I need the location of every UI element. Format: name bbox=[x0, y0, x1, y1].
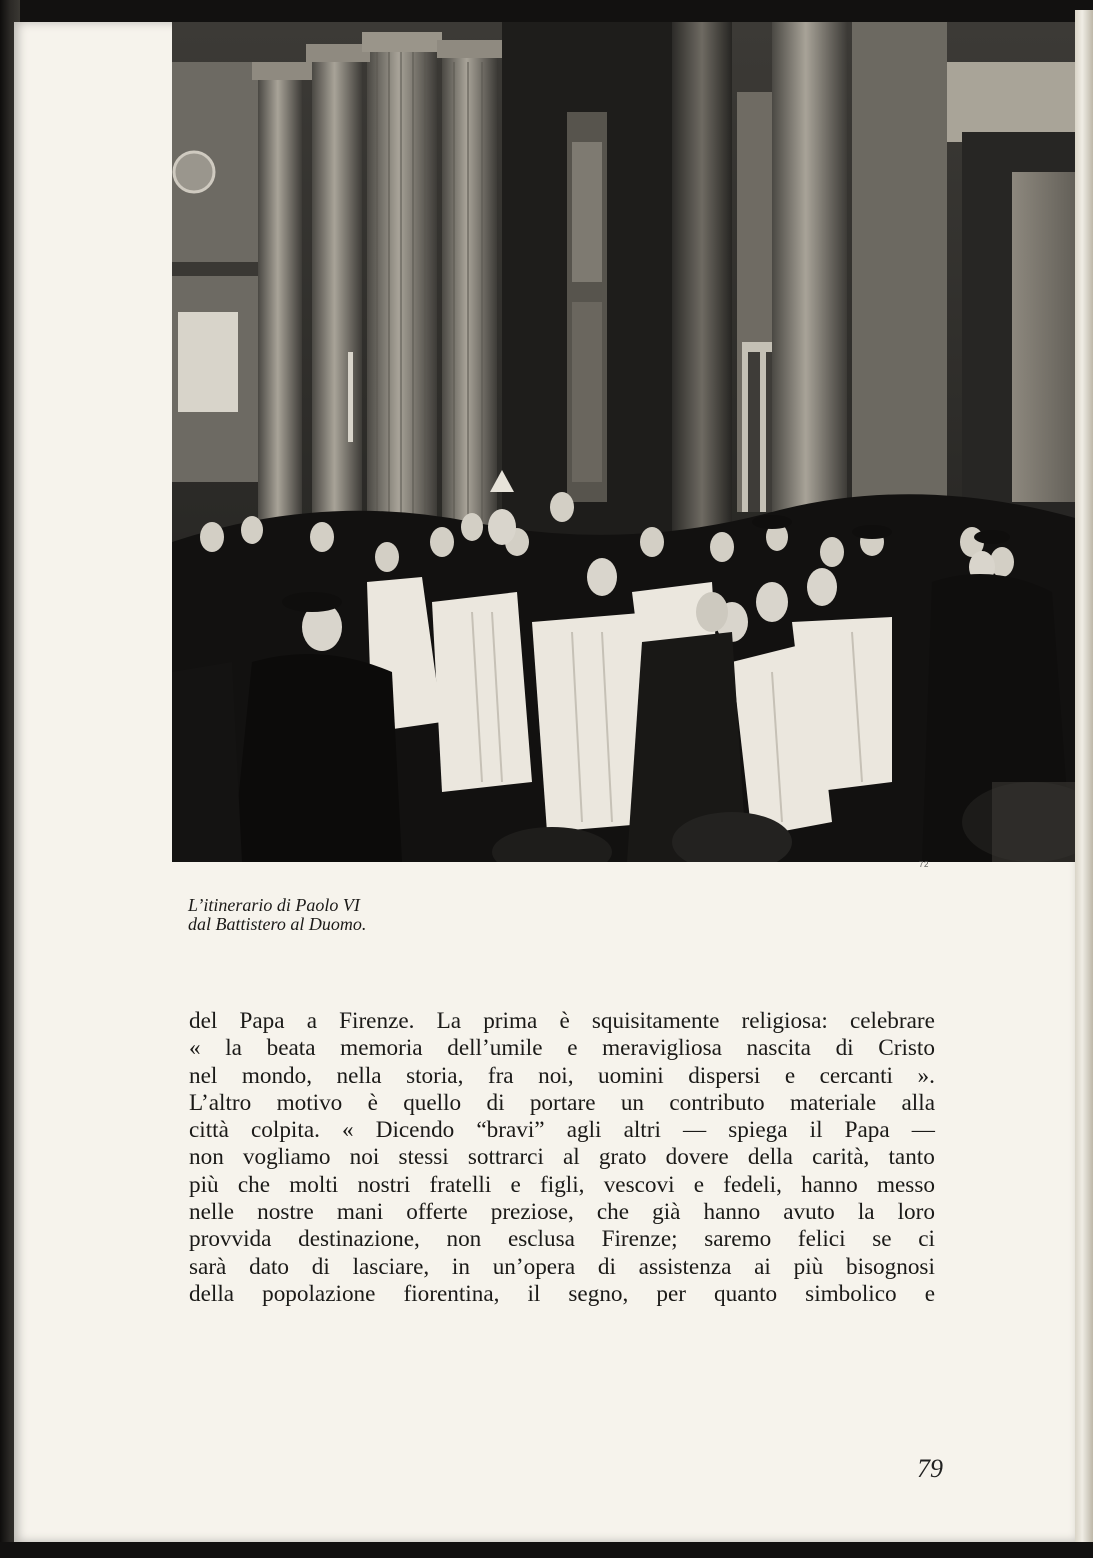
body-word: altri bbox=[623, 1117, 661, 1144]
body-word: L’altro bbox=[189, 1089, 252, 1116]
body-word: un bbox=[620, 1089, 644, 1116]
body-word: dato bbox=[249, 1253, 290, 1280]
body-word: è bbox=[559, 1008, 570, 1034]
body-word: “bravi” bbox=[476, 1117, 545, 1144]
body-word: cercanti bbox=[819, 1062, 893, 1089]
body-word: Firenze; bbox=[601, 1226, 678, 1253]
body-line bbox=[189, 1281, 935, 1308]
body-word: storia, bbox=[406, 1062, 464, 1089]
body-word: nostre bbox=[257, 1199, 314, 1226]
body-word: lasciare, bbox=[352, 1253, 430, 1280]
body-line bbox=[189, 1144, 935, 1171]
body-word: nelle bbox=[189, 1199, 235, 1226]
body-word: bisognosi bbox=[846, 1253, 935, 1280]
body-word: quello bbox=[403, 1089, 462, 1116]
body-word: la bbox=[857, 1199, 875, 1226]
body-line bbox=[189, 1172, 935, 1199]
body-word: di bbox=[597, 1253, 616, 1280]
body-word: tanto bbox=[888, 1144, 935, 1171]
body-word: mondo, bbox=[241, 1062, 313, 1089]
body-word: in bbox=[451, 1253, 470, 1280]
body-word: di bbox=[311, 1253, 330, 1280]
body-word: felici bbox=[797, 1226, 846, 1253]
body-word: Dicendo bbox=[375, 1117, 455, 1144]
body-word: stessi bbox=[398, 1144, 449, 1171]
caption-line-1: L’itinerario di Paolo VI bbox=[188, 895, 360, 915]
body-word: loro bbox=[897, 1199, 935, 1226]
body-word: il bbox=[809, 1117, 823, 1144]
body-word: simbolico bbox=[805, 1280, 897, 1307]
procession-photo-illustration bbox=[172, 22, 1089, 862]
caption-line-2: dal Battistero al Duomo. bbox=[188, 914, 367, 934]
body-word: figli, bbox=[540, 1171, 585, 1198]
body-word: nostri bbox=[357, 1171, 411, 1198]
body-word: dispersi bbox=[688, 1062, 761, 1089]
body-word: mani bbox=[336, 1199, 384, 1226]
body-word: della bbox=[747, 1144, 793, 1171]
body-word: religiosa: bbox=[741, 1008, 828, 1034]
body-word: Papa bbox=[239, 1008, 285, 1034]
body-word: offerte bbox=[406, 1199, 468, 1226]
body-word: e bbox=[510, 1171, 521, 1198]
body-word: e bbox=[784, 1062, 796, 1089]
body-word: fratelli bbox=[429, 1171, 492, 1198]
body-word: e bbox=[693, 1171, 705, 1198]
body-word: alla bbox=[901, 1089, 935, 1116]
body-word: contributo bbox=[669, 1089, 765, 1116]
body-word: al bbox=[562, 1144, 580, 1171]
body-line bbox=[189, 1117, 935, 1144]
body-line bbox=[189, 1035, 935, 1062]
body-word: motivo bbox=[276, 1089, 343, 1116]
body-word: — bbox=[683, 1117, 707, 1144]
body-word: uomini bbox=[598, 1062, 664, 1089]
photo-caption bbox=[188, 896, 588, 934]
body-word: provvida bbox=[189, 1226, 272, 1253]
body-word: la bbox=[225, 1035, 242, 1062]
body-word: più bbox=[793, 1253, 824, 1280]
body-word: sottrarci bbox=[467, 1144, 544, 1171]
body-word: a bbox=[306, 1008, 317, 1034]
body-word: del bbox=[189, 1008, 218, 1034]
body-word: se bbox=[872, 1226, 892, 1253]
body-word: « bbox=[342, 1117, 354, 1144]
body-word: fedeli, bbox=[723, 1171, 782, 1198]
body-word: dell’umile bbox=[447, 1035, 543, 1062]
body-word: Cristo bbox=[878, 1035, 935, 1062]
body-word: per bbox=[656, 1280, 686, 1307]
body-word: carità, bbox=[812, 1144, 870, 1171]
page-stack-edge bbox=[1075, 10, 1093, 1558]
body-word: hanno bbox=[801, 1171, 858, 1198]
book-page bbox=[14, 22, 1075, 1542]
body-word: hanno bbox=[703, 1199, 761, 1226]
body-word: colpita. bbox=[251, 1117, 320, 1144]
body-word: spiega bbox=[728, 1117, 788, 1144]
body-line bbox=[189, 1063, 935, 1090]
body-word: sarà bbox=[189, 1253, 227, 1280]
body-word: dovere bbox=[665, 1144, 729, 1171]
page-number: 79 bbox=[917, 1454, 943, 1483]
body-word: e bbox=[567, 1035, 578, 1062]
body-word: vescovi bbox=[603, 1171, 675, 1198]
body-line bbox=[189, 1090, 935, 1117]
body-word: un’opera bbox=[492, 1253, 576, 1280]
body-word: preziose, bbox=[490, 1199, 574, 1226]
body-word: fiorentina, bbox=[403, 1280, 500, 1307]
body-line bbox=[189, 1254, 935, 1281]
body-word: materiale bbox=[789, 1089, 877, 1116]
body-word: di bbox=[486, 1089, 505, 1116]
body-word: ci bbox=[918, 1226, 935, 1253]
body-word: noi, bbox=[538, 1062, 574, 1089]
body-word: Papa bbox=[844, 1117, 890, 1144]
body-word: della bbox=[189, 1280, 235, 1307]
body-word: messo bbox=[876, 1171, 935, 1198]
body-word: esclusa bbox=[507, 1226, 575, 1253]
scan-border-top bbox=[0, 0, 1093, 22]
body-word: che bbox=[596, 1199, 630, 1226]
body-word: che bbox=[237, 1171, 271, 1198]
body-word: avuto bbox=[783, 1199, 835, 1226]
body-word: e bbox=[924, 1280, 935, 1307]
body-word: La bbox=[436, 1008, 462, 1034]
body-word: assistenza bbox=[638, 1253, 732, 1280]
body-word: città bbox=[189, 1117, 229, 1144]
body-word: Firenze. bbox=[339, 1008, 415, 1034]
body-word: è bbox=[367, 1089, 378, 1116]
body-word: non bbox=[189, 1144, 224, 1171]
body-word: celebrare bbox=[849, 1008, 935, 1034]
body-word: squisitamente bbox=[591, 1008, 720, 1034]
body-word: nascita bbox=[746, 1035, 811, 1062]
body-word: — bbox=[911, 1117, 935, 1144]
body-paragraph bbox=[189, 1008, 935, 1308]
body-word: di bbox=[835, 1035, 854, 1062]
body-word: nella bbox=[336, 1062, 382, 1089]
body-word: prima bbox=[483, 1008, 538, 1034]
body-word: meravigliosa bbox=[602, 1035, 722, 1062]
body-word: molti bbox=[289, 1171, 339, 1198]
body-word: nel bbox=[189, 1062, 218, 1089]
body-word: « bbox=[189, 1035, 201, 1062]
body-word: già bbox=[652, 1199, 681, 1226]
plate-number: 72 bbox=[919, 860, 929, 869]
scan-border-bottom bbox=[0, 1542, 1093, 1558]
body-word: ». bbox=[917, 1062, 935, 1089]
body-word: non bbox=[446, 1226, 482, 1253]
body-word: ai bbox=[754, 1253, 771, 1280]
body-word: memoria bbox=[340, 1035, 423, 1062]
body-line bbox=[189, 1199, 935, 1226]
body-word: il bbox=[527, 1280, 541, 1307]
procession-photo bbox=[172, 22, 1089, 862]
body-word: più bbox=[189, 1171, 219, 1198]
body-word: saremo bbox=[704, 1226, 772, 1253]
body-word: grato bbox=[598, 1144, 647, 1171]
body-line bbox=[189, 1226, 935, 1253]
body-word: fra bbox=[487, 1062, 514, 1089]
body-line bbox=[189, 1008, 935, 1035]
body-word: beata bbox=[266, 1035, 316, 1062]
body-word: noi bbox=[349, 1144, 380, 1171]
body-word: agli bbox=[566, 1117, 602, 1144]
body-word: segno, bbox=[568, 1280, 629, 1307]
body-word: quanto bbox=[714, 1280, 778, 1307]
body-word: popolazione bbox=[262, 1280, 376, 1307]
body-word: portare bbox=[529, 1089, 596, 1116]
body-word: vogliamo bbox=[242, 1144, 331, 1171]
body-word: destinazione, bbox=[298, 1226, 420, 1253]
